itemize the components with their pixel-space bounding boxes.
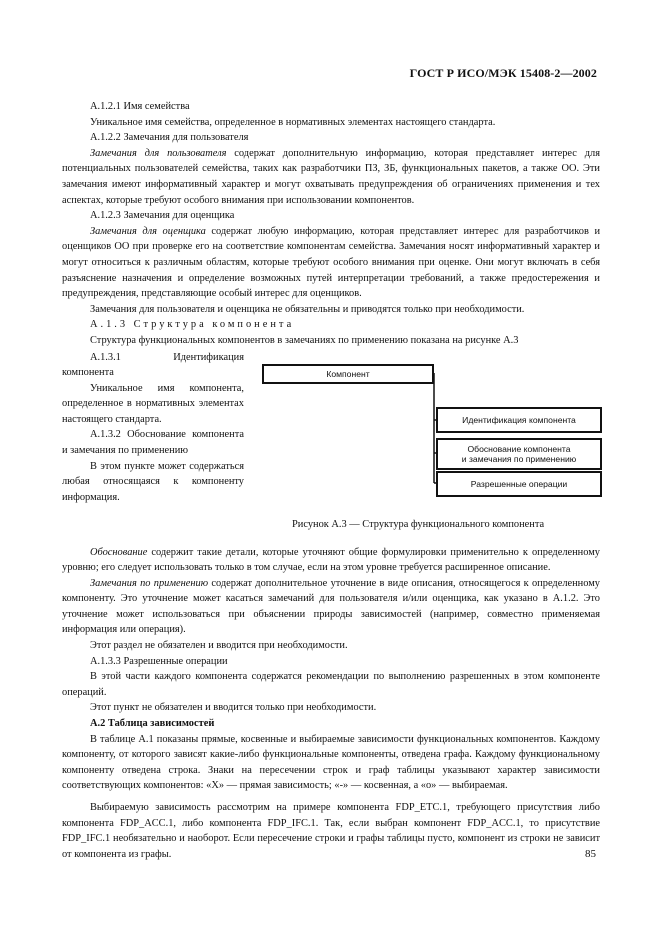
section-heading-a131: А.1.3.1 Идентификация компонента [62,351,244,379]
paragraph-notes-optional: Замечания для пользователя и оценщика не обязательны и приводятся только при необходимости. [90,303,525,315]
paragraph-application-notes-text: содержат дополнительное уточнение в виде описания, относящегося к определенному компоненту. Это уточнение может касаться замечаний для пользователя и/или оценщика, как указано в А.1.2. Это уточнение может использоваться при объяснении природы зависимостей (например, совместно применяемая информация или операция). [62,577,601,636]
paragraph-optional-section: Этот раздел не обязателен и вводится при необходимости. [90,640,348,652]
figure-box-rationale [436,438,602,470]
figure-box-identification [436,407,602,433]
page-number: 85 [585,848,596,860]
section-heading-a121: А.1.2.1 Имя семейства [90,101,190,112]
paragraph-a121: Уникальное имя семейства, определенное в нормативных элементах настоящего стандарта. [90,116,496,128]
figure-split-area [62,350,600,545]
figure-box-rationale-line1: Обоснование компонента [467,443,571,454]
section-heading-a132: А.1.3.2 Обоснование компонента и замечания по применению [62,429,244,457]
figure-a3 [262,350,602,520]
section-heading-a133: А.1.3.3 Разрешенные операции [90,655,228,667]
figure-box-component [262,364,434,384]
paragraph-a13: Структура функциональных компонентов в замечаниях по применению показана на рисунке А.3 [90,334,519,346]
paragraph-a132-2 [62,545,600,576]
term-rationale: Обоснование [90,546,148,558]
section-heading-a122: А.1.2.2 Замечания для пользователя [90,132,249,144]
section-heading-a13: А.1.3 Структура компонента [90,319,295,331]
paragraph-example: Выбираемую зависимость рассмотрим на примере компонента FDP_ETC.1, требующего присутствия либо компонента FDP_ACC.1, либо компонента FDP_IFC.1. Так, если выбран компонент FDP_ACC.1, то присутствие FDP_IFC.1 необязательно и наоборот. Если пересечение строки и графы таблицы пусто, компонент из строки не зависит от компонента из графы. [62,802,600,860]
document-body [62,99,600,862]
figure-box-component-label: Компонент [326,368,370,379]
figure-box-operations [436,471,602,497]
paragraph-a132-1: В этом пункте может содержаться любая относящаяся к компоненту информация. [62,460,244,503]
term-application-notes: Замечания по применению [90,577,209,589]
left-column [62,350,244,506]
paragraph-a122 [62,146,600,208]
standard-header: ГОСТ Р ИСО/МЭК 15408-2—2002 [409,66,597,80]
paragraph-a2: В таблице А.1 показаны прямые, косвенные и выбираемые зависимости функциональных компонентов. Каждому компоненту, от которого зависят какие-либо функциональные компоненты, отведена графа. Каждому функциональному компоненту отведена строка. Знаки на пересечении строк и граф таблицы указывают характер зависимости соответствующих компонентов: «X» — прямая зависимость; «-» — косвенная, а «о» — выбираемая. [62,733,600,792]
figure-box-operations-label: Разрешенные операции [470,478,568,489]
paragraph-a123-text: содержат любую информацию, которая представляет интерес для разработчиков и оценщиков ОО при проверке его на соответствие компонентам семейства. Замечания носят информативный характер и могут относиться к различным областям, которые требуют особого внимания при оценке. Они могут включать в себя разъяснение назначения и определение возможных путей интерпретации требований, а также предостережения и предупреждения, представляющие особый интерес для оценщиков. [62,225,601,300]
figure-box-identification-label: Идентификация компонента [462,414,576,425]
term-evaluator-notes: Замечания для оценщика [90,225,206,237]
paragraph-optional-item: Этот пункт не обязателен и вводится только при необходимости. [90,702,377,714]
paragraph-a133: В этой части каждого компонента содержатся рекомендации по выполнению разрешенных в этом компоненте операций. [62,671,600,698]
paragraph-application-notes [62,576,600,638]
paragraph-a132-2-text: содержит такие детали, которые уточняют общие формулировки применительно к определенному уровню; его следует использовать только в том случае, если на этом уровне требуется расширенное описание. [62,546,600,574]
paragraph-a131: Уникальное имя компонента, определенное в нормативных элементах настоящего стандарта. [62,382,244,425]
figure-caption: Рисунок А.3 — Структура функционального компонента [292,518,545,530]
section-heading-a2: А.2 Таблица зависимостей [90,718,215,730]
paragraph-a122-text: содержат дополнительную информацию, которая представляет интерес для потенциальных пользователей семейства, таких как разработчики ПЗ, ЗБ, функциональных пакетов, а также ОО. Эти замечания имеют информативный характер и могут охватывать предупреждения об ограничениях применения и тех аспектах, которые требуют особого внимания при использовании компонентов. [62,147,600,206]
figure-box-rationale-line2: и замечания по применению [461,453,577,464]
term-user-notes: Замечания для пользователя [90,147,227,159]
paragraph-a123 [62,224,600,302]
section-heading-a123: А.1.2.3 Замечания для оценщика [90,210,235,222]
